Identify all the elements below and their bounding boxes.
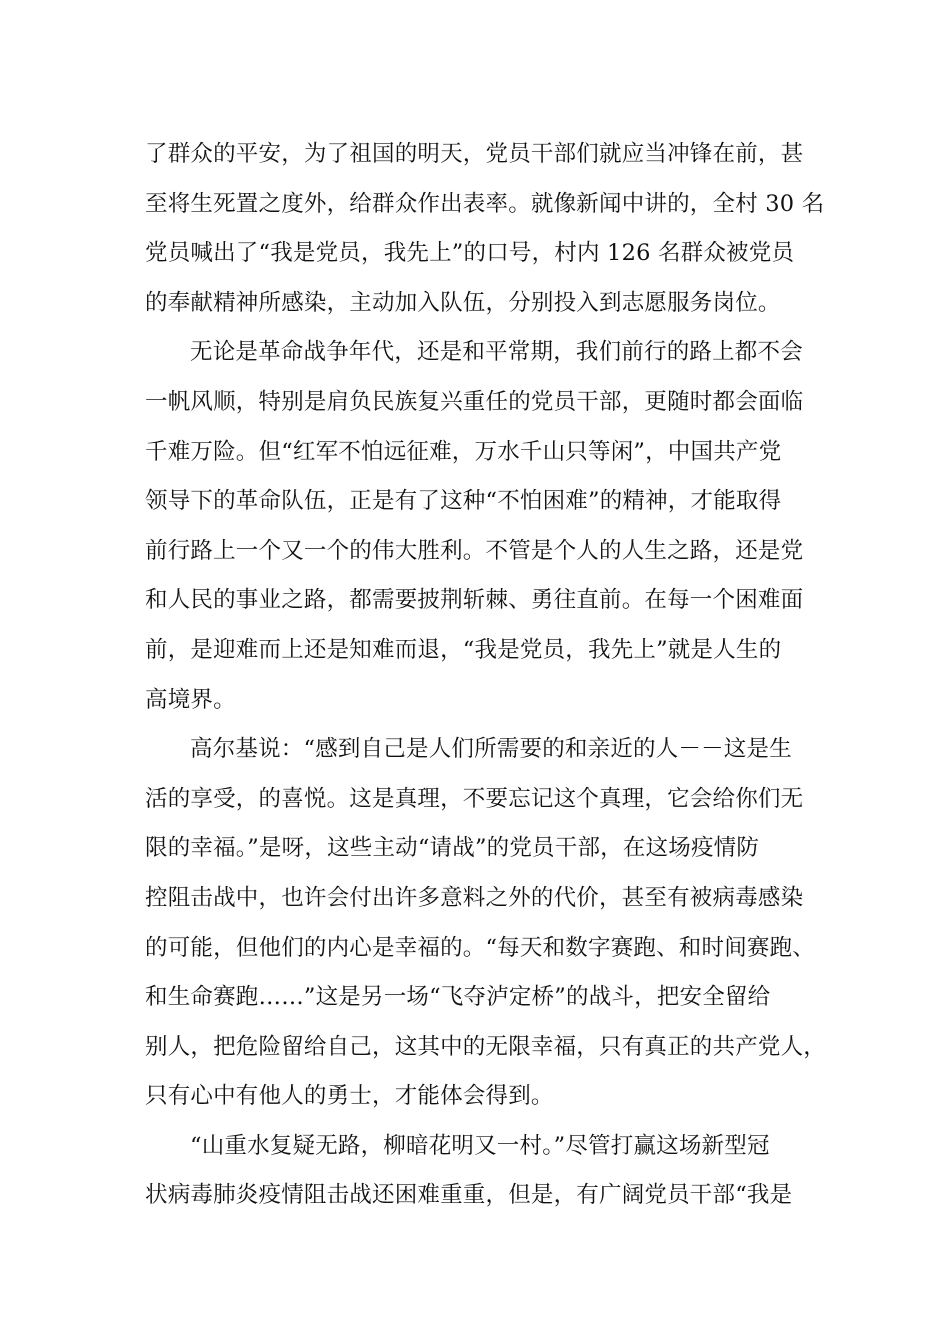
text-line: 限的幸福。”是呀，这些主动“请战”的党员干部，在这场疫情防: [145, 835, 760, 862]
paragraph-first-line: “山重水复疑无路，柳暗花明又一村。”尽管打赢这场新型冠: [190, 1132, 770, 1159]
text-line: 领导下的革命队伍，正是有了这种“不怕困难”的精神，才能取得: [145, 488, 782, 515]
text-line: 控阻击战中，也许会付出许多意料之外的代价，甚至有被病毒感染: [145, 884, 804, 911]
text-line: 活的享受，的喜悦。这是真理，不要忘记这个真理，它会给你们无: [145, 785, 804, 812]
text-line: 了群众的平安，为了祖国的明天，党员干部们就应当冲锋在前，甚: [145, 141, 804, 167]
text-line: 一帆风顺，特别是肩负民族复兴重任的党员干部，更随时都会面临: [145, 388, 804, 415]
text-line: 至将生死置之度外，给群众作出表率。就像新闻中讲的，全村 30 名: [145, 190, 825, 217]
text-line: 前，是迎难而上还是知难而退，“我是党员，我先上”就是人生的: [145, 636, 782, 663]
paragraph-first-line: 高尔基说：“感到自己是人们所需要的和亲近的人－－这是生: [190, 736, 792, 763]
text-line: 千难万险。但“红军不怕远征难，万水千山只等闲”，中国共产党: [145, 438, 782, 465]
text-line: 的可能，但他们的内心是幸福的。“每天和数字赛跑、和时间赛跑、: [145, 934, 816, 961]
paragraph-first-line: 无论是革命战争年代，还是和平常期，我们前行的路上都不会: [190, 339, 803, 366]
text-line: 前行路上一个又一个的伟大胜利。不管是个人的人生之路，还是党: [145, 537, 804, 564]
text-line: 和人民的事业之路，都需要披荆斩棘、勇往直前。在每一个困难面: [145, 587, 804, 614]
text-line: 的奉献精神所感染，主动加入队伍，分别投入到志愿服务岗位。: [145, 289, 781, 316]
text-line: 只有心中有他人的勇士，才能体会得到。: [145, 1083, 554, 1110]
text-line: 和生命赛跑……”这是另一场“飞夺泸定桥”的战斗，把安全留给: [145, 984, 771, 1011]
text-line: 党员喊出了“我是党员，我先上”的口号，村内 126 名群众被党员: [145, 240, 795, 267]
body-text: [145, 130, 835, 1221]
text-line: 高境界。: [145, 686, 236, 713]
text-line: 别人，把危险留给自己，这其中的无限幸福，只有真正的共产党人，: [145, 1033, 827, 1060]
text-line: 状病毒肺炎疫情阻击战还困难重重，但是，有广阔党员干部“我是: [145, 1182, 793, 1209]
